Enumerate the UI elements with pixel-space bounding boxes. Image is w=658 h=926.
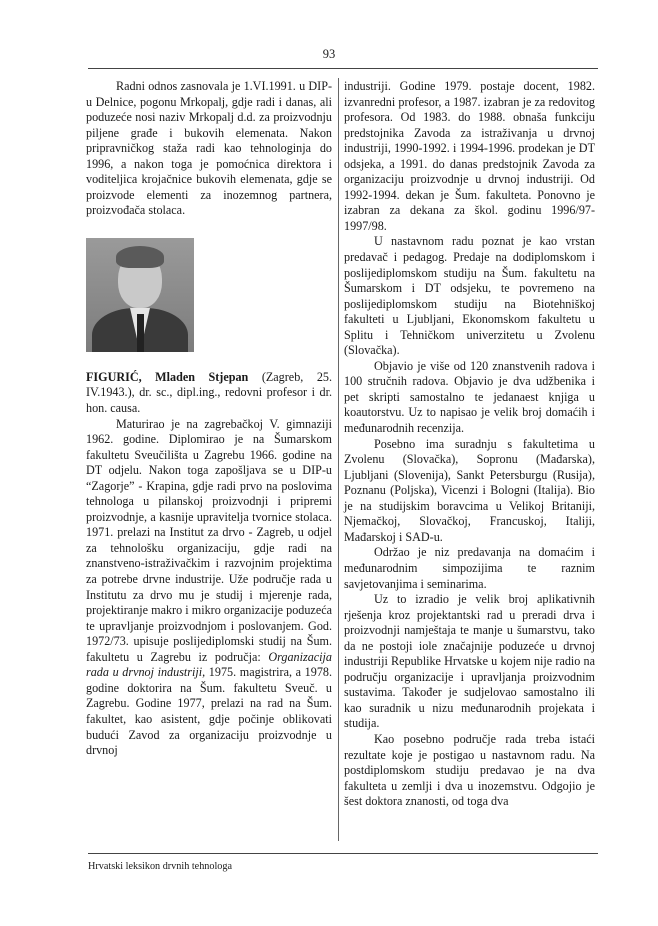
mentoring-paragraph: Kao posebno područje rada treba istaći rezultate koje je postigao u nastavnom radu. Na postdiplomskom studiju predavao je na dva fakulteta u zemlji i dva u inozemstvu. Odgojio je šest doktora znanosti, od toga dva [344, 731, 595, 809]
biography-paragraph [86, 417, 332, 759]
left-column [86, 79, 332, 759]
entry-heading [86, 370, 332, 417]
cooperation-paragraph: Posebno ima suradnju s fakultetima u Zvolenu (Slovačka), Sopronu (Mađarska), Ljubljani (Slovenija), Sankt Petersburgu (Rusija), Poznanu (Poljska), Vicenzi i Bologni (Italija). Bio je na studijskim boravcima u Velikoj Britaniji, Njemačkoj, Slovačkoj, Francuskoj, Italiji, Mađarskoj i SAD-u. [344, 436, 595, 544]
thesis-area: Organizacija rada u drvnoj industriji, [86, 649, 332, 680]
lectures-paragraph: Održao je niz predavanja na domaćim i međunarodnim simpozijima te raznim savjetovanjima i seminarima. [344, 545, 595, 591]
teaching-paragraph: U nastavnom radu poznat je kao vrstan predavač i pedagog. Predaje na dodiplomskom i poslijediplomskom studiju na Šum. fakultetu na Šumarskom i DT odsjeku, te povremeno na poslijediplomskom studiju na Biotehniškoj fakulteti u Ljubljani, Ekonomskom fakultetu u Splitu i Tehničkom univerzitetu u Zvolenu (Slovačka). [344, 234, 595, 358]
header-rule [88, 68, 598, 69]
right-column [344, 79, 595, 810]
entry-name: FIGURIĆ, Mladen Stjepan [86, 369, 249, 384]
career-paragraph: industriji. Godine 1979. postaje docent, 1982. izvanredni profesor, a 1987. izabran je za redovitog profesora. Od 1983. do 1988. obnaša funkciju predstojnika Zavoda za istraživanja u drvnoj industriji, 1990-1992. i 1994-1996. prodekan je DT odsjeka, a 1991. do danas predstojnik Zavoda za organizaciju proizvodnje u drvnoj industriji. Od 1992-1994. dekan je Šum. fakulteta. Ponovno je izabran za dekana za škol. godinu 1996/97-1997/98. [344, 79, 595, 233]
entry-details: (Zagreb, 25. IV.1943.), dr. sc., dipl.ing., redovni profesor i dr. hon. causa. [86, 369, 332, 416]
intro-paragraph: Radni odnos zasnovala je 1.VI.1991. u DIP-u Delnice, pogonu Mrkopalj, gdje radi i danas, ali poduzeće nosi naziv Mrkopalj d.d. za proizvodnju piljene građe i bukovih elemenata. Nakon pripravničkog staža radi kao tehnologinja do 1996, a nakon toga je pomoćnica direktora i voditeljica krojačnice bukovih elemenata, gdje se proizvode elementi za inozemnog partnera, proizvođača stolaca. [86, 79, 332, 218]
page-number: 93 [322, 47, 336, 61]
portrait-photo [86, 238, 194, 352]
footer-text: Hrvatski leksikon drvnih tehnologa [88, 861, 233, 872]
footer-rule [88, 853, 598, 854]
column-divider [338, 78, 339, 841]
projects-paragraph: Uz to izradio je velik broj aplikativnih rješenja kroz projektantski rad u preradi drva i proizvodnji namještaja te manje u šumarstvu, tako da ne postoji iole značajnije poduzeće u drvnoj industriji Republike Hrvatske u kojem nije radio na području organizacije i upravljanja proizvodnim sustavima. Također je sudjelovao samostalno ili kao suradnik u nizu međunarodnih projekata i studija. [344, 592, 595, 731]
biography-text-1: Maturirao je na zagrebačkoj V. gimnaziji 1962. godine. Diplomirao je na Šumarskom fakultetu Sveučilišta u Zagrebu 1966. godine na DT odjelu. Nakon toga zapošljava se u DIP-u “Zagorje” - Krapina, gdje radi prvo na poslovima tehnologa u pilanskoj proizvodnji i pripremi proizvodnje, a kasnije upravitelja tvornice stolaca. 1971. prelazi na Institut za drvo - Zagreb, u odjel za tehnološku organizaciju, gdje radi na znanstveno-istraživačkim i razvojnim projektima za potrebe drvne industrije. Uže područje rada u Institutu za drvo mu je studij i mjerenje rada, projektiranje makro i mikro organizacije poduzeća te upravljanje proizvodnjom i poslovanjem. God. 1972/73. upisuje poslijediplomski studij na Šum. fakultetu u Zagrebu iz područja: [86, 416, 332, 664]
publications-paragraph: Objavio je više od 120 znanstvenih radova i 100 stručnih radova. Objavio je dva udžbenika i pet skripti samostalno te jedanaest knjiga u koautorstvu. Uz to napisao je velik broj domaćih i međunarodnih recenzija. [344, 358, 595, 436]
biography-text-2: 1975. magistrira, a 1978. godine doktorira na Šum. fakultetu Sveuč. u Zagrebu. Godine 1977, prelazi na rad na Šum. fakultet, kao asistent, gdje počinje oblikovati budući Zavod za organizaciju proizvodnje u drvnoj [86, 665, 332, 758]
